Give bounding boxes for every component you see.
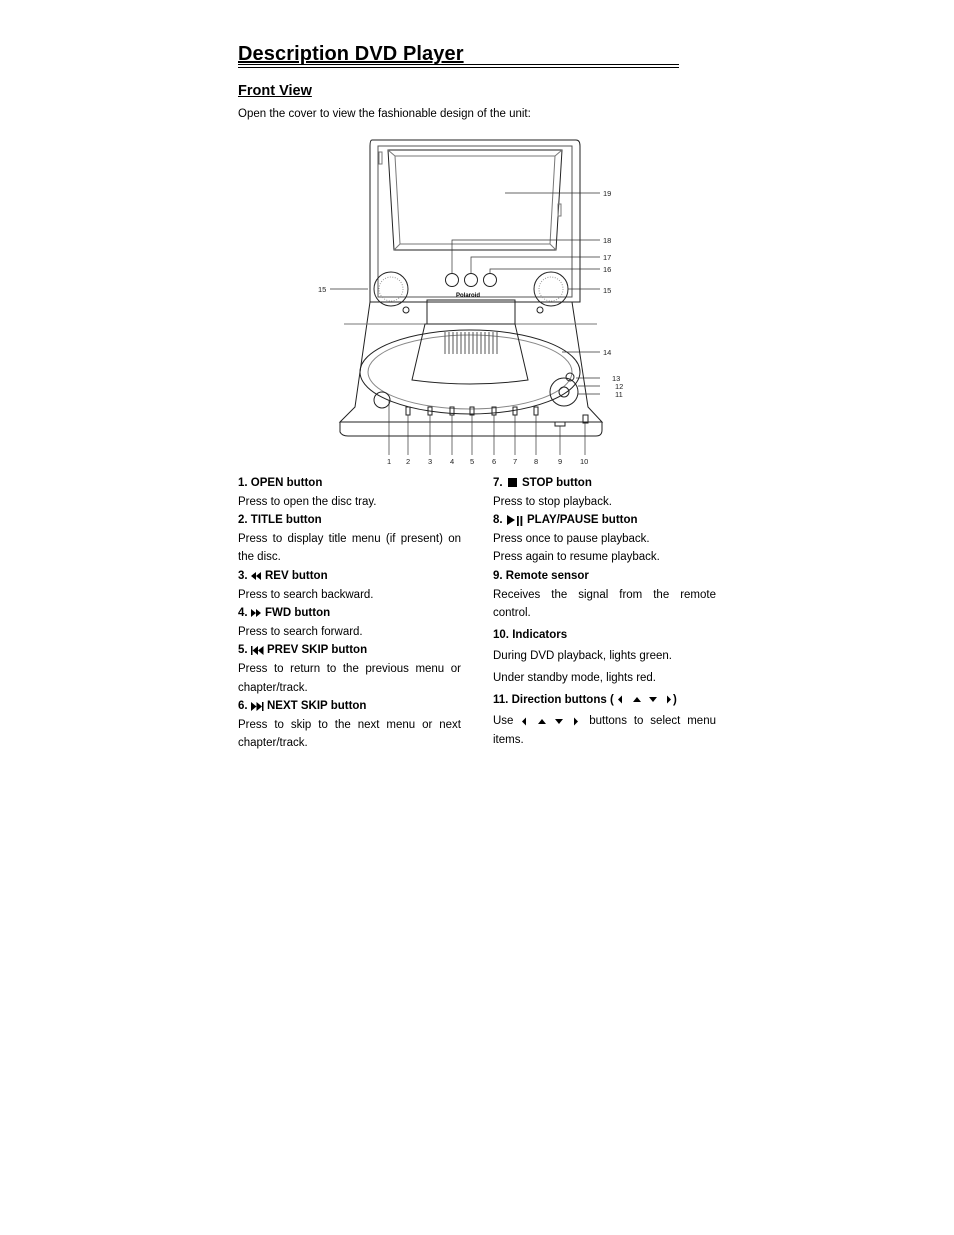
right-column	[493, 474, 716, 749]
item-heading: 8. PLAY/PAUSE button	[493, 514, 638, 527]
callout-11: 11	[615, 390, 623, 399]
item-description: Press again to resume playback.	[493, 551, 660, 564]
item-description: Press to display title menu (if present) on the disc.	[238, 532, 461, 564]
item-description: Under standby mode, lights red.	[493, 671, 657, 684]
play-pause-icon	[506, 515, 524, 526]
item-heading: 5. PREV SKIP button	[238, 644, 368, 657]
callout-3: 3	[428, 457, 433, 466]
item-heading: 2. TITLE button	[238, 514, 322, 527]
fast-forward-icon	[251, 609, 262, 617]
callout-5: 5	[470, 457, 475, 466]
item-heading: 11. Direction buttons ( )	[493, 693, 677, 706]
item-heading: 9. Remote sensor	[493, 569, 589, 582]
callout-8: 8	[534, 457, 539, 466]
item-heading: 3. REV button	[238, 569, 328, 582]
direction-arrows-icon	[617, 695, 673, 704]
direction-arrows-icon	[520, 717, 582, 726]
item-heading: 7. STOP button	[493, 477, 592, 489]
callout-7: 7	[513, 457, 518, 466]
item-description: During DVD playback, lights green.	[493, 650, 672, 663]
callout-6: 6	[492, 457, 497, 466]
section-heading: Front View	[238, 83, 312, 99]
item-description: Press to search forward.	[238, 625, 363, 638]
callout-17: 17	[603, 253, 612, 262]
title-underline-double	[238, 67, 679, 68]
left-column	[238, 474, 461, 753]
skip-previous-icon	[251, 646, 264, 655]
callout-14: 14	[603, 348, 612, 357]
brand-logo: Polaroid	[455, 293, 481, 299]
item-description: Press once to pause playback.	[493, 532, 650, 545]
callout-19: 19	[603, 189, 612, 198]
callout-13: 13	[612, 374, 621, 383]
item-description: Press to skip to the next menu or next chapter/track.	[238, 718, 461, 750]
intro-text: Open the cover to view the fashionable design of the unit:	[238, 108, 531, 120]
item-heading: 1. OPEN button	[238, 477, 323, 489]
item-description: Press to open the disc tray.	[238, 495, 377, 508]
callout-4: 4	[450, 457, 455, 466]
rewind-icon	[251, 572, 262, 580]
callout-18: 18	[603, 236, 612, 245]
callout-2: 2	[406, 457, 411, 466]
callout-12: 12	[615, 382, 624, 391]
item-description: Press to search backward.	[238, 588, 374, 601]
item-description: Use buttons to select menu items.	[493, 715, 716, 746]
skip-next-icon	[251, 702, 264, 711]
callout-9: 9	[558, 457, 563, 466]
item-heading: 6. NEXT SKIP button	[238, 700, 367, 713]
callout-1: 1	[387, 457, 392, 466]
title-underline	[238, 64, 679, 65]
item-description: Receives the signal from the remote control.	[493, 588, 716, 620]
page-title: Description DVD Player	[238, 43, 464, 65]
dvd-player-diagram	[300, 132, 640, 472]
item-description: Press to stop playback.	[493, 495, 612, 508]
callout-15-right: 15	[603, 286, 612, 295]
stop-icon	[506, 478, 519, 487]
callout-10: 10	[580, 457, 589, 466]
callout-15-left: 15	[318, 285, 327, 294]
item-heading: 10. Indicators	[493, 628, 568, 641]
item-description: Press to return to the previous menu or chapter/track.	[238, 662, 461, 694]
callout-16: 16	[603, 265, 612, 274]
item-heading: 4. FWD button	[238, 607, 331, 620]
